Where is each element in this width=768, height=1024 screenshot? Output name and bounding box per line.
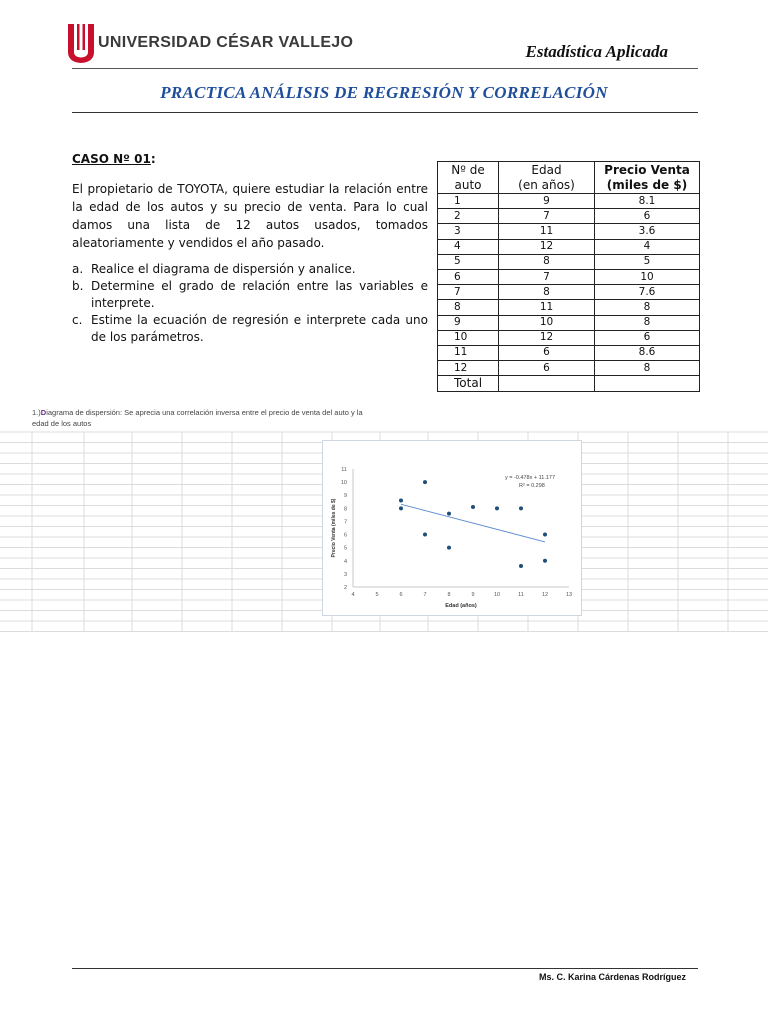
table-row <box>438 300 700 315</box>
table-body <box>438 194 700 392</box>
table-cell: 3 <box>438 224 499 239</box>
scatter-chart-frame <box>322 440 582 616</box>
table-cell: 7 <box>438 285 499 300</box>
table-row <box>438 239 700 254</box>
x-tick-label: 9 <box>471 592 475 598</box>
table-cell: 9 <box>499 194 595 209</box>
table-cell: 12 <box>438 361 499 376</box>
y-tick-label: 6 <box>343 532 347 539</box>
y-tick-label: 10 <box>340 480 347 487</box>
table-cell: 9 <box>438 315 499 330</box>
list-item <box>72 312 428 346</box>
table-row <box>438 194 700 209</box>
header-line: Nº de <box>451 162 485 177</box>
x-tick-label: 11 <box>518 592 524 598</box>
table-row <box>438 345 700 360</box>
table-cell: 7 <box>499 269 595 284</box>
table-cell: 10 <box>595 269 700 284</box>
title-divider <box>72 112 698 113</box>
x-tick-label: 10 <box>493 592 501 598</box>
table-cell: 8.6 <box>595 345 700 360</box>
table-row <box>438 224 700 239</box>
table-cell: 8 <box>438 300 499 315</box>
table-row <box>438 254 700 269</box>
y-tick-label: 7 <box>343 519 347 526</box>
y-tick-label: 3 <box>343 571 347 578</box>
y-tick-label: 11 <box>341 467 347 473</box>
table-cell: 11 <box>438 345 499 360</box>
table-cell: 4 <box>438 239 499 254</box>
caption-text: iagrama de dispersión: Se aprecia una correlación inversa entre el precio de venta del auto y la edad de los autos <box>32 408 363 428</box>
case-paragraph: El propietario de TOYOTA, quiere estudiar la relación entre la edad de los autos y su precio de venta. Para lo cual damos una lista de 12 autos usados, tomados aleatoriamente y vendidos el año pasado. <box>72 182 428 250</box>
institution-name: UNIVERSIDAD CÉSAR VALLEJO <box>98 34 354 51</box>
data-point <box>495 506 499 510</box>
table-cell: 7.6 <box>595 285 700 300</box>
table-cell <box>595 376 700 392</box>
table-cell: 6 <box>595 209 700 224</box>
y-tick-label: 4 <box>343 558 347 565</box>
table-cell: 4 <box>595 239 700 254</box>
trendline <box>401 504 545 542</box>
x-tick-label: 7 <box>423 592 427 598</box>
task-marker: b. <box>72 279 84 293</box>
table-cell: 8 <box>595 361 700 376</box>
x-tick-label: 4 <box>351 592 355 598</box>
data-point <box>519 564 523 568</box>
data-point <box>447 546 451 550</box>
x-tick-label: 12 <box>541 592 549 598</box>
column-header-edad <box>499 162 595 194</box>
header-line: Edad <box>531 162 562 177</box>
page-title: PRACTICA ANÁLISIS DE REGRESIÓN Y CORRELACIÓN <box>160 83 608 102</box>
table-cell: 6 <box>499 345 595 360</box>
task-text: Determine el grado de relación entre las variables e interprete. <box>91 279 428 310</box>
data-point <box>423 533 427 537</box>
table-header-row <box>438 162 700 194</box>
table-row <box>438 209 700 224</box>
data-point <box>399 506 403 510</box>
case-label-suffix: : <box>150 152 156 166</box>
table-cell: 8 <box>499 285 595 300</box>
caption-prefix: 1.) <box>32 408 41 417</box>
task-marker: c. <box>72 313 83 327</box>
case-heading <box>72 152 156 166</box>
data-point <box>471 505 475 509</box>
table-cell: 8 <box>499 254 595 269</box>
y-tick-label: 5 <box>343 545 347 552</box>
table-cell: 10 <box>438 330 499 345</box>
header-line: auto <box>454 177 482 192</box>
author-name: Ms. C. Karina Cárdenas Rodríguez <box>538 972 686 982</box>
table-cell <box>499 376 595 392</box>
table-cell: 6 <box>595 330 700 345</box>
table-row <box>438 330 700 345</box>
data-point <box>399 498 403 502</box>
header-divider <box>72 68 698 69</box>
table-cell: 11 <box>499 300 595 315</box>
x-axis-title: Edad (años) <box>445 603 477 609</box>
list-item <box>72 261 428 278</box>
header-line: Precio Venta <box>604 162 690 177</box>
table-row <box>438 285 700 300</box>
course-subject: Estadística Aplicada <box>525 42 668 61</box>
r-squared-label: R² = 0.298 <box>519 483 545 489</box>
task-list <box>72 261 428 346</box>
table-cell: 3.6 <box>595 224 700 239</box>
table-cell: 6 <box>438 269 499 284</box>
regression-equation: y = -0.478x + 11.177 <box>505 475 556 481</box>
table-row <box>438 315 700 330</box>
list-item <box>72 278 428 312</box>
data-table <box>437 161 700 392</box>
scatter-chart <box>323 441 581 615</box>
table-cell: 1 <box>438 194 499 209</box>
column-header-auto <box>438 162 499 194</box>
table-cell: 8.1 <box>595 194 700 209</box>
table-cell: 12 <box>499 330 595 345</box>
header-line: (miles de $) <box>606 177 688 192</box>
table-cell: 10 <box>499 315 595 330</box>
table-cell: 8 <box>595 315 700 330</box>
spreadsheet-caption <box>32 407 372 429</box>
table-cell: 6 <box>499 361 595 376</box>
caption-bold: D <box>40 408 47 417</box>
table-total-row <box>438 376 700 392</box>
table-row <box>438 269 700 284</box>
footer-divider <box>72 968 698 969</box>
column-header-precio <box>595 162 700 194</box>
x-tick-label: 6 <box>399 592 403 598</box>
y-tick-label: 8 <box>343 506 347 513</box>
header-line: (en años) <box>518 177 575 192</box>
table-cell: 2 <box>438 209 499 224</box>
data-point <box>543 559 547 563</box>
table-row <box>438 361 700 376</box>
x-tick-label: 13 <box>565 592 573 598</box>
x-tick-label: 5 <box>375 592 379 598</box>
task-text: Estime la ecuación de regresión e interprete cada uno de los parámetros. <box>91 313 428 344</box>
table-cell: 12 <box>499 239 595 254</box>
total-label: Total <box>438 376 499 392</box>
task-text: Realice el diagrama de dispersión y analice. <box>91 262 356 276</box>
table-cell: 11 <box>499 224 595 239</box>
y-axis-title: Precio Venta (miles de $) <box>331 498 337 558</box>
data-point <box>543 533 547 537</box>
data-point <box>447 512 451 516</box>
case-label: CASO Nº 01 <box>72 152 151 166</box>
table-cell: 7 <box>499 209 595 224</box>
y-tick-label: 2 <box>343 585 347 591</box>
data-point <box>519 506 523 510</box>
university-logo-icon <box>66 22 96 64</box>
x-tick-label: 8 <box>447 592 451 598</box>
table-cell: 8 <box>595 300 700 315</box>
table-cell: 5 <box>595 254 700 269</box>
y-tick-label: 9 <box>343 493 347 500</box>
task-marker: a. <box>72 262 84 276</box>
table-cell: 5 <box>438 254 499 269</box>
data-point <box>423 480 427 484</box>
